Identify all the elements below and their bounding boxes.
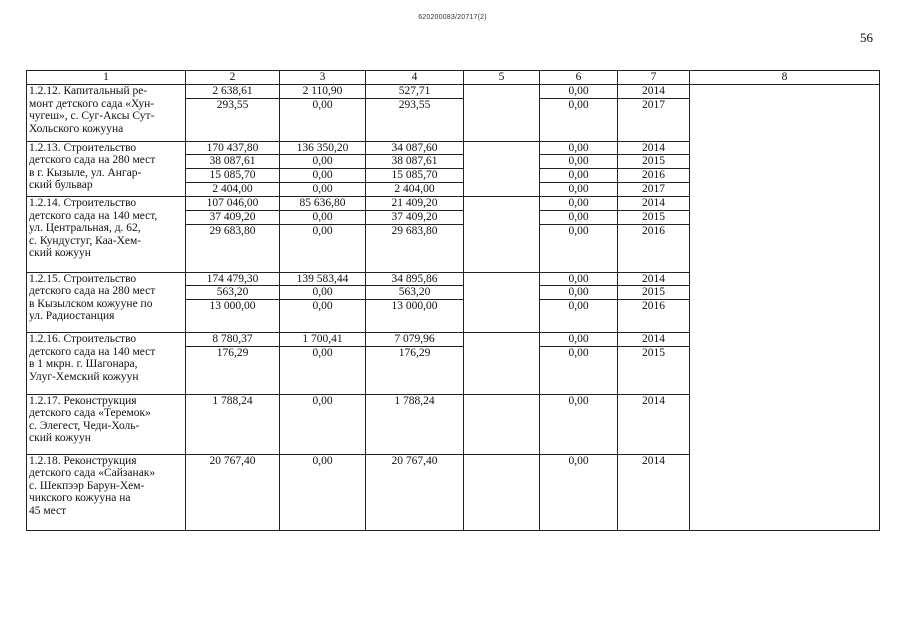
value-cell: 38 087,61 [186, 155, 280, 169]
value-cell: 0,00 [540, 300, 618, 333]
value-cell [464, 169, 540, 183]
value-cell [464, 272, 540, 286]
value-cell: 0,00 [540, 333, 618, 347]
value-cell: 0,00 [540, 210, 618, 224]
value-cell: 2016 [618, 169, 690, 183]
table-body [27, 85, 880, 531]
value-cell [464, 197, 540, 211]
value-cell: 0,00 [540, 155, 618, 169]
value-cell: 107 046,00 [186, 197, 280, 211]
column-header: 5 [464, 71, 540, 85]
value-cell: 0,00 [280, 286, 366, 300]
value-cell: 2014 [618, 333, 690, 347]
value-cell [464, 210, 540, 224]
value-cell: 20 767,40 [186, 454, 280, 530]
value-cell: 0,00 [280, 454, 366, 530]
value-cell: 2 404,00 [366, 183, 464, 197]
value-cell: 0,00 [280, 346, 366, 394]
value-cell: 293,55 [366, 98, 464, 141]
column-header: 7 [618, 71, 690, 85]
document-id: 620200083/20717(2) [418, 14, 487, 21]
value-cell: 563,20 [186, 286, 280, 300]
value-cell: 293,55 [186, 98, 280, 141]
value-cell: 170 437,80 [186, 141, 280, 155]
value-cell: 0,00 [280, 183, 366, 197]
value-cell: 0,00 [540, 197, 618, 211]
value-cell [464, 183, 540, 197]
value-cell [464, 155, 540, 169]
item-name-cell: 1.2.14. Строительство детского сада на 140 мест, ул. Центральная, д. 62, с. Кундустуг, Каа-Хем- ский кожуун [27, 197, 186, 273]
value-cell: 2015 [618, 155, 690, 169]
value-cell: 0,00 [540, 169, 618, 183]
header-row [27, 71, 880, 85]
value-cell: 0,00 [540, 272, 618, 286]
item-name-cell: 1.2.13. Строительство детского сада на 280 мест в г. Кызыле, ул. Ангар- ский бульвар [27, 141, 186, 197]
value-cell: 174 479,30 [186, 272, 280, 286]
value-cell [464, 346, 540, 394]
value-cell: 0,00 [280, 155, 366, 169]
column-header: 8 [690, 71, 880, 85]
value-cell: 0,00 [280, 224, 366, 272]
column-header: 3 [280, 71, 366, 85]
value-cell: 1 788,24 [366, 394, 464, 454]
item-name-cell: 1.2.12. Капитальный ре- монт детского сада «Хун- чугеш», с. Суг-Аксы Сут- Хольского кожууна [27, 85, 186, 142]
value-cell: 1 788,24 [186, 394, 280, 454]
budget-table [26, 70, 880, 531]
value-cell: 15 085,70 [186, 169, 280, 183]
value-cell [464, 85, 540, 99]
value-cell: 139 583,44 [280, 272, 366, 286]
value-cell: 0,00 [540, 346, 618, 394]
table-row [27, 85, 880, 99]
value-cell [464, 394, 540, 454]
value-cell: 2014 [618, 85, 690, 99]
value-cell: 34 895,86 [366, 272, 464, 286]
value-cell: 0,00 [280, 98, 366, 141]
column-8-cell [690, 85, 880, 531]
value-cell: 2016 [618, 300, 690, 333]
value-cell: 0,00 [540, 141, 618, 155]
column-header: 4 [366, 71, 464, 85]
value-cell: 176,29 [366, 346, 464, 394]
value-cell [464, 300, 540, 333]
value-cell: 0,00 [540, 183, 618, 197]
value-cell: 2014 [618, 197, 690, 211]
value-cell: 37 409,20 [366, 210, 464, 224]
value-cell: 2014 [618, 272, 690, 286]
value-cell: 29 683,80 [366, 224, 464, 272]
value-cell: 1 700,41 [280, 333, 366, 347]
item-name-cell: 1.2.16. Строительство детского сада на 140 мест в 1 мкрн. г. Шагонара, Улуг-Хемский кожуун [27, 333, 186, 395]
item-name-cell: 1.2.17. Реконструкция детского сада «Теремок» с. Элегест, Чеди-Холь- ский кожуун [27, 394, 186, 454]
value-cell [464, 98, 540, 141]
value-cell [464, 333, 540, 347]
value-cell: 20 767,40 [366, 454, 464, 530]
column-header: 2 [186, 71, 280, 85]
value-cell [464, 141, 540, 155]
value-cell: 0,00 [540, 394, 618, 454]
value-cell [464, 286, 540, 300]
value-cell: 29 683,80 [186, 224, 280, 272]
item-name-cell: 1.2.18. Реконструкция детского сада «Сайзанак» с. Шекпээр Барун-Хем- чикского кожууна на 45 мест [27, 454, 186, 530]
value-cell: 2017 [618, 98, 690, 141]
value-cell: 2014 [618, 141, 690, 155]
value-cell: 85 636,80 [280, 197, 366, 211]
item-name-cell: 1.2.15. Строительство детского сада на 280 мест в Кызылском кожууне по ул. Радиостанция [27, 272, 186, 333]
value-cell: 13 000,00 [366, 300, 464, 333]
value-cell: 38 087,61 [366, 155, 464, 169]
value-cell: 0,00 [540, 85, 618, 99]
value-cell: 0,00 [280, 300, 366, 333]
value-cell: 0,00 [540, 98, 618, 141]
value-cell: 13 000,00 [186, 300, 280, 333]
value-cell: 2 110,90 [280, 85, 366, 99]
value-cell: 2 638,61 [186, 85, 280, 99]
value-cell: 176,29 [186, 346, 280, 394]
value-cell: 34 087,60 [366, 141, 464, 155]
value-cell: 2015 [618, 210, 690, 224]
value-cell: 15 085,70 [366, 169, 464, 183]
value-cell: 0,00 [540, 286, 618, 300]
value-cell: 37 409,20 [186, 210, 280, 224]
value-cell: 2014 [618, 454, 690, 530]
value-cell: 2 404,00 [186, 183, 280, 197]
value-cell: 563,20 [366, 286, 464, 300]
value-cell: 2015 [618, 286, 690, 300]
value-cell: 2016 [618, 224, 690, 272]
value-cell: 0,00 [540, 454, 618, 530]
page-number: 56 [860, 30, 873, 45]
column-header: 6 [540, 71, 618, 85]
value-cell: 527,71 [366, 85, 464, 99]
value-cell [464, 224, 540, 272]
value-cell [464, 454, 540, 530]
value-cell: 2014 [618, 394, 690, 454]
value-cell: 7 079,96 [366, 333, 464, 347]
value-cell: 0,00 [280, 169, 366, 183]
value-cell: 136 350,20 [280, 141, 366, 155]
value-cell: 0,00 [280, 394, 366, 454]
value-cell: 2017 [618, 183, 690, 197]
value-cell: 21 409,20 [366, 197, 464, 211]
value-cell: 8 780,37 [186, 333, 280, 347]
value-cell: 2015 [618, 346, 690, 394]
value-cell: 0,00 [540, 224, 618, 272]
column-header: 1 [27, 71, 186, 85]
value-cell: 0,00 [280, 210, 366, 224]
